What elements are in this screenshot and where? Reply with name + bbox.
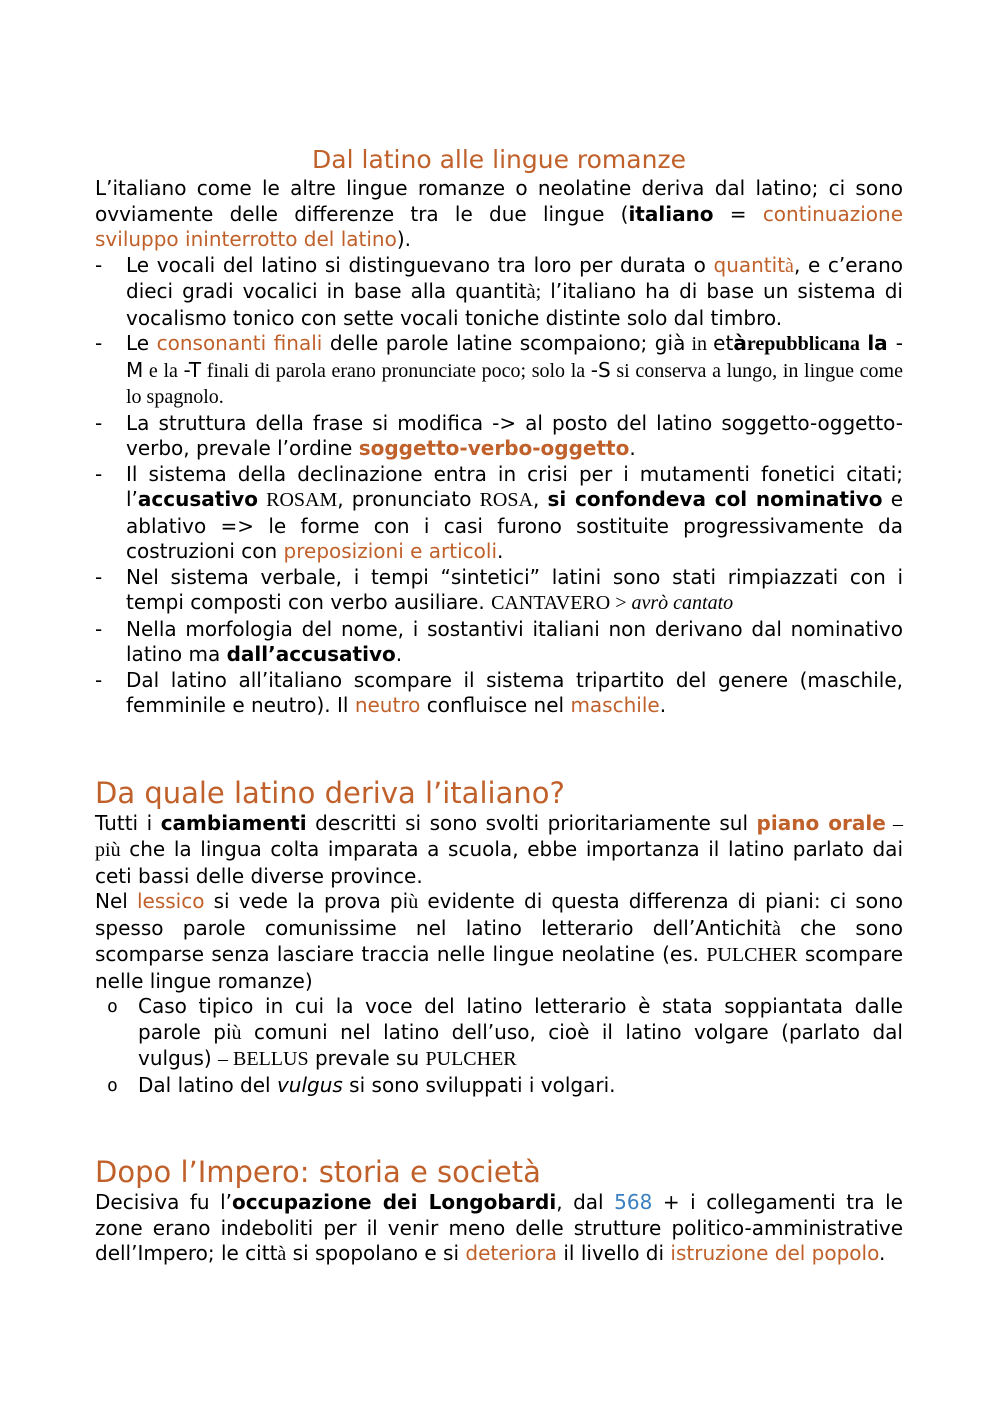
bullet-circle: o: [107, 996, 118, 1017]
bullet-dash: -: [95, 461, 103, 486]
intro-paragraph: L’italiano come le altre lingue romanze o neolatine deriva dal latino; ci sono ovviamente delle differenze tra le due lingue (italiano = continuazione sviluppo ininterrotto del latino).: [95, 176, 903, 251]
list-item: - Il sistema della declinazione entra in crisi per i mutamenti fonetici citati; l’accusativo ROSAM, pronunciato ROSA, si confondeva col nominativo e ablativo => le forme con i casi furono sostituite progressivamente da costruzioni con preposizioni e articoli.: [95, 461, 903, 563]
section-heading-impero: Dopo l’Impero: storia e società: [95, 1155, 541, 1189]
bullet-dash: -: [95, 252, 103, 277]
bullet-circle: o: [107, 1074, 118, 1096]
sub-list: [95, 994, 903, 1098]
list-item: - Nel sistema verbale, i tempi “sintetici” latini sono stati rimpiazzati con i tempi composti con verbo ausiliare. CANTAVERO > avrò cantato: [95, 564, 903, 614]
list-item: - Nella morfologia del nome, i sostantivi italiani non derivano dal nominativo latino ma dall’accusativo.: [95, 616, 903, 666]
paragraph-cambiamenti: Tutti i cambiamenti descritti si sono svolti prioritariamente sul piano orale – più che la lingua colta imparata a scuola, ebbe importanza il latino parlato dai ceti bassi delle diverse province.: [95, 810, 903, 888]
bullet-dash: -: [95, 667, 103, 692]
list-item: - Dal latino all’italiano scompare il sistema tripartito del genere (maschile, femminile e neutro). Il neutro confluisce nel maschile.: [95, 667, 903, 717]
bullet-dash: -: [95, 616, 103, 641]
changes-list: [95, 253, 903, 719]
list-item: - Le consonanti finali delle parole latine scompaiono; già in etàrepubblicana la -M e la -T finali di parola erano pronunciate poco; solo la -S si conserva a lungo, in lingue come lo spagnolo.: [95, 331, 904, 408]
document-page: [95, 144, 903, 1268]
bullet-dash: -: [95, 410, 103, 435]
list-item: - Le vocali del latino si distinguevano tra loro per durata o quantità, e c’erano dieci gradi vocalici in base alla quantità; l’italiano ha di base un sistema di vocalismo tonico con sette vocali toniche distinte solo dal timbro.: [95, 252, 903, 330]
section-heading-latino: Da quale latino deriva l’italiano?: [95, 775, 565, 810]
bullet-dash: -: [95, 331, 103, 355]
bullet-dash: -: [95, 564, 103, 589]
list-item: - La struttura della frase si modifica -> al posto del latino soggetto-oggetto-verbo, prevale l’ordine soggetto-verbo-oggetto.: [95, 410, 903, 460]
page-title: Dal latino alle lingue romanze: [312, 145, 686, 174]
paragraph-longobardi: Decisiva fu l’occupazione dei Longobardi, dal 568 + i collegamenti tra le zone erano indeboliti per il venir meno delle strutture politico-amministrative dell’Impero; le città si spopolano e si deteriora il livello di istruzione del popolo.: [95, 1190, 903, 1265]
list-item: o Dal latino del vulgus si sono sviluppati i volgari.: [107, 1072, 616, 1097]
list-item: o Caso tipico in cui la voce del latino letterario è stata soppiantata dalle parole più comuni nel latino dell’uso, cioè il latino volgare (parlato dal vulgus) – BELLUS prevale su PULCHER: [107, 994, 903, 1070]
paragraph-lessico: Nel lessico si vede la prova più evidente di questa differenza di piani: ci sono spesso parole comunissime nel latino letterario dell’Antichità che sono scomparse senza lasciare traccia nelle lingue neolatine (es. PULCHER scompare nelle lingue romanze): [95, 889, 904, 993]
